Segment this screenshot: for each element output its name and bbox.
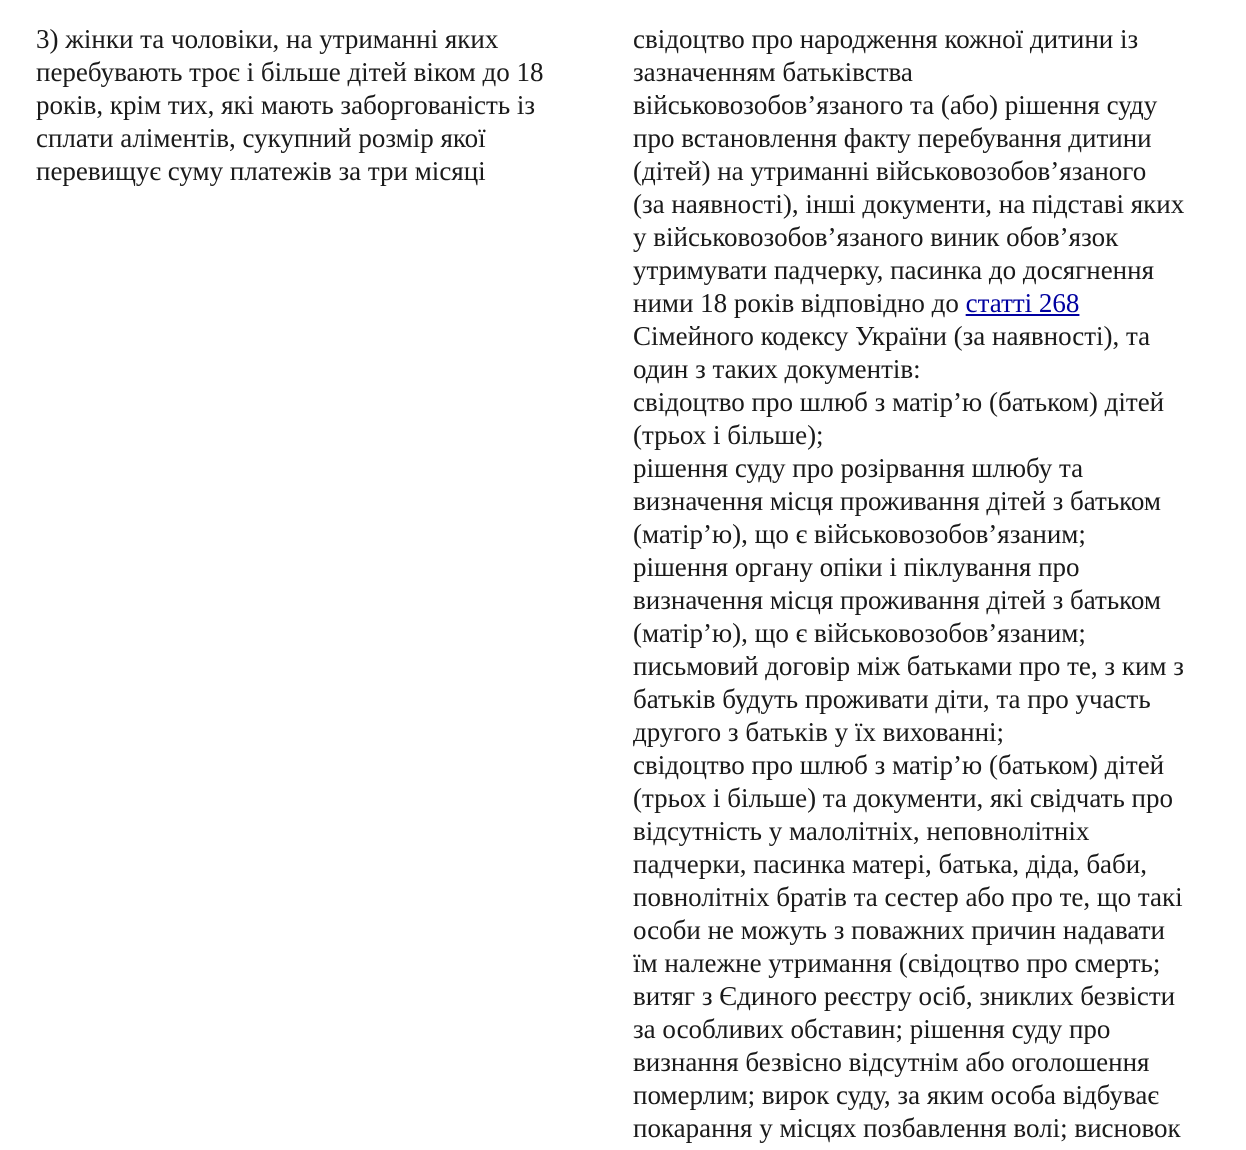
- left-cell-line: перебувають троє і більше дітей віком до 18: [36, 57, 544, 87]
- right-cell-line: (за наявності), інші документи, на підставі яких: [633, 189, 1185, 219]
- right-cell-line: особи не можуть з поважних причин надавати: [633, 915, 1165, 945]
- right-cell-line: померлим; вирок суду, за яким особа відбуває: [633, 1080, 1159, 1110]
- right-cell-line: свідоцтво про шлюб з матір’ю (батьком) дітей: [633, 750, 1165, 780]
- right-cell-line: зазначенням батьківства: [633, 57, 913, 87]
- left-cell-category: [36, 23, 596, 188]
- left-cell-line: 3) жінки та чоловіки, на утриманні яких: [36, 24, 499, 54]
- right-cell-line: покарання у місцях позбавлення волі; висновок: [633, 1113, 1181, 1143]
- right-cell-line: (матір’ю), що є військовозобов’язаним;: [633, 618, 1086, 648]
- right-cell-line: про встановлення факту перебування дитини: [633, 123, 1152, 153]
- right-cell-line: (трьох і більше) та документи, які свідчать про: [633, 783, 1173, 813]
- left-cell-line: перевищує суму платежів за три місяці: [36, 156, 486, 186]
- right-cell-line: (матір’ю), що є військовозобов’язаним;: [633, 519, 1086, 549]
- right-cell-line: падчерки, пасинка матері, батька, діда, баби,: [633, 849, 1147, 879]
- right-cell-line: свідоцтво про народження кожної дитини із: [633, 24, 1139, 54]
- right-cell-line: свідоцтво про шлюб з матір’ю (батьком) дітей: [633, 387, 1165, 417]
- right-cell-line: Сімейного кодексу України (за наявності), та: [633, 321, 1151, 351]
- right-cell-line: утримувати падчерку, пасинка до досягнення: [633, 255, 1154, 285]
- right-cell-line: (дітей) на утриманні військовозобов’язаного: [633, 156, 1147, 186]
- right-cell-line: рішення органу опіки і піклування про: [633, 552, 1080, 582]
- right-cell-line: за особливих обставин; рішення суду про: [633, 1014, 1111, 1044]
- right-cell-line: військовозобов’язаного та (або) рішення суду: [633, 90, 1158, 120]
- right-cell-line: відсутність у малолітніх, неповнолітніх: [633, 816, 1090, 846]
- right-cell-line: повнолітніх братів та сестер або про те, що такі: [633, 882, 1183, 912]
- right-cell-line: витяг з Єдиного реєстру осіб, зниклих безвісти: [633, 981, 1176, 1011]
- right-cell-line: визнання безвісно відсутнім або оголошення: [633, 1047, 1150, 1077]
- right-cell-line: один з таких документів:: [633, 354, 921, 384]
- right-cell-link-line: [633, 287, 1233, 320]
- right-cell-line: визначення місця проживання дітей з батьком: [633, 585, 1161, 615]
- right-cell-line: рішення суду про розірвання шлюбу та: [633, 453, 1084, 483]
- right-cell-line: їм належне утримання (свідоцтво про смерть;: [633, 948, 1161, 978]
- right-cell-line: визначення місця проживання дітей з батьком: [633, 486, 1161, 516]
- left-cell-line: років, крім тих, які мають заборгованість із: [36, 90, 536, 120]
- left-cell-line: сплати аліментів, сукупний розмір якої: [36, 123, 486, 153]
- right-cell-line: (трьох і більше);: [633, 420, 824, 450]
- right-cell-line: у військовозобов’язаного виник обов’язок: [633, 222, 1119, 252]
- right-cell-documents: [633, 23, 1233, 1145]
- right-cell-line: другого з батьків у їх вихованні;: [633, 717, 1005, 747]
- link-line-prefix: ними 18 років відповідно до: [633, 288, 966, 318]
- right-cell-line: батьків будуть проживати діти, та про участь: [633, 684, 1151, 714]
- article-268-link[interactable]: статті 268: [965, 288, 1080, 318]
- right-cell-line: письмовий договір між батьками про те, з ким з: [633, 651, 1184, 681]
